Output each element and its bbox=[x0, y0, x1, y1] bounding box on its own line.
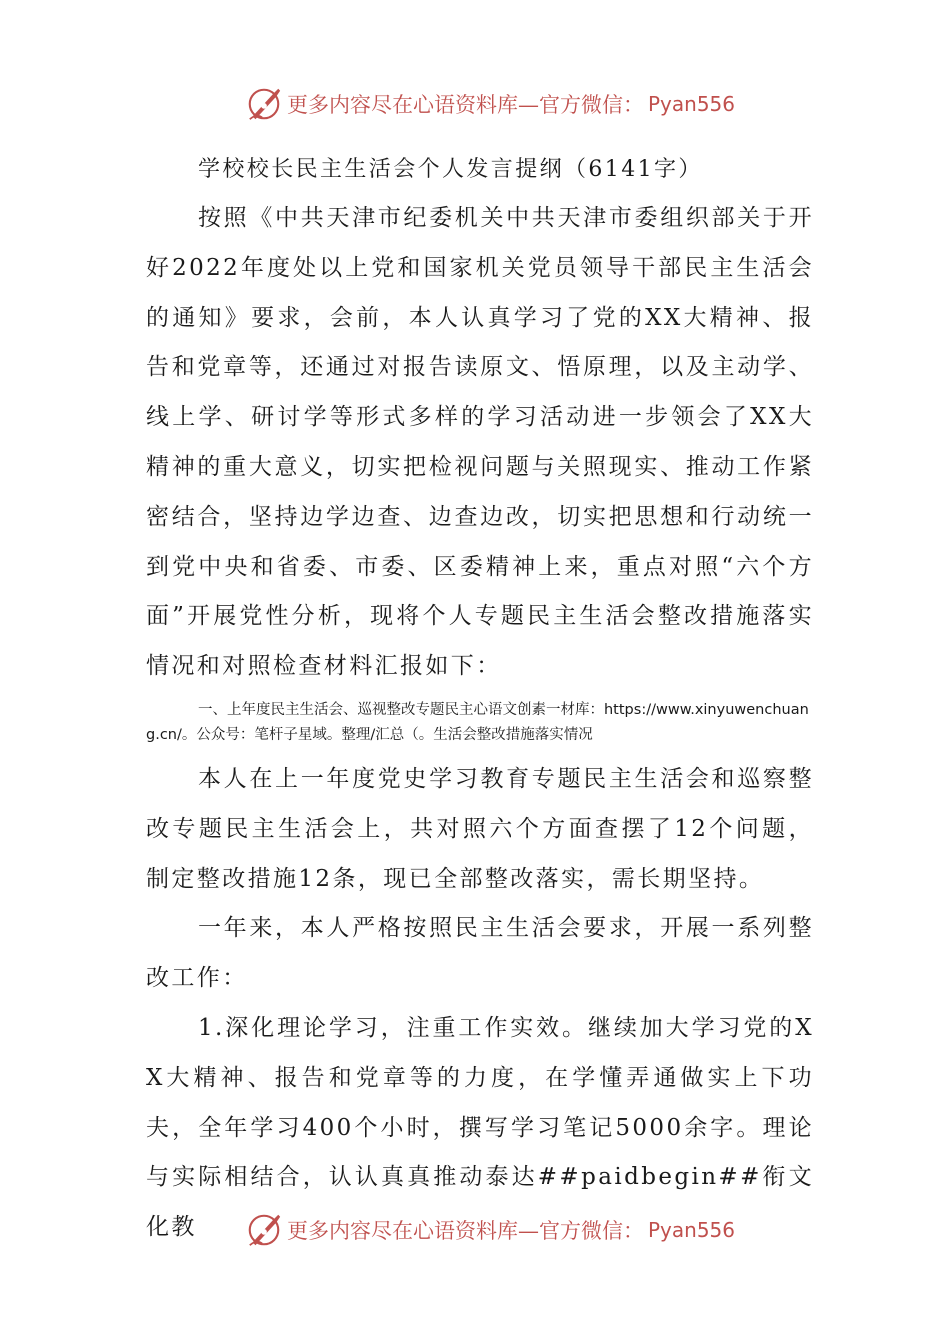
body-paragraph-3: 1.深化理论学习，注重工作实效。继续加大学习党的XX大精神、报告和党章等的力度，在学懂弄通做实上下功夫，全年学习400个小时，撰写学习笔记5000余字。理论与实际相结合，认认真真推动泰达##paidbegin##衔文化教 bbox=[146, 1014, 814, 1241]
banner-wechat-id: Pyan556 bbox=[647, 92, 735, 116]
header-banner bbox=[0, 82, 950, 126]
banner-text: 更多内容尽在心语资料库—官方微信： bbox=[286, 1219, 644, 1243]
body-paragraph-2: 一年来，本人严格按照民主生活会要求，开展一系列整改工作： bbox=[146, 915, 814, 992]
banner-wechat-id: Pyan556 bbox=[647, 1218, 735, 1242]
intro-paragraph: 按照《中共天津市纪委机关中共天津市委组织部关于开好2022年度处以上党和国家机关党员领导干部民主生活会的通知》要求，会前，本人认真学习了党的XX大精神、报告和党章等，还通过对报告读原文、悟原理，以及主动学、线上学、研讨学等形式多样的学习活动进一步领会了XX大精神的重大意义，切实把检视问题与关照现实、推动工作紧密结合，坚持边学边查、边查边改，切实把思想和行动统一到党中央和省委、市委、区委精神上来，重点对照“六个方面”开展党性分析，现将个人专题民主生活会整改措施落实情况和对照检查材料汇报如下： bbox=[146, 205, 814, 680]
footer-banner-inner bbox=[245, 1211, 735, 1249]
header-banner-inner bbox=[245, 85, 735, 123]
banner-text: 更多内容尽在心语资料库—官方微信： bbox=[286, 93, 644, 117]
section-heading: 一、上年度民主生活会、巡视整改专题民主心语文创素一材库：https://www.xinyuwenchuang.cn/。公众号：笔杆子星域。整理/汇总（。生活会整改措施落实情况 bbox=[146, 701, 809, 743]
document-body bbox=[146, 145, 814, 1253]
body-paragraph-1: 本人在上一年度党史学习教育专题民主生活会和巡察整改专题民主生活会上，共对照六个方面查摆了12个问题，制定整改措施12条，现已全部整改落实，需长期坚持。 bbox=[146, 765, 814, 892]
document-title: 学校校长民主生活会个人发言提纲（6141字） bbox=[198, 157, 703, 182]
footer-banner bbox=[0, 1208, 950, 1252]
pen-nib-logo-icon bbox=[245, 1211, 283, 1249]
pen-nib-logo-icon bbox=[245, 85, 283, 123]
